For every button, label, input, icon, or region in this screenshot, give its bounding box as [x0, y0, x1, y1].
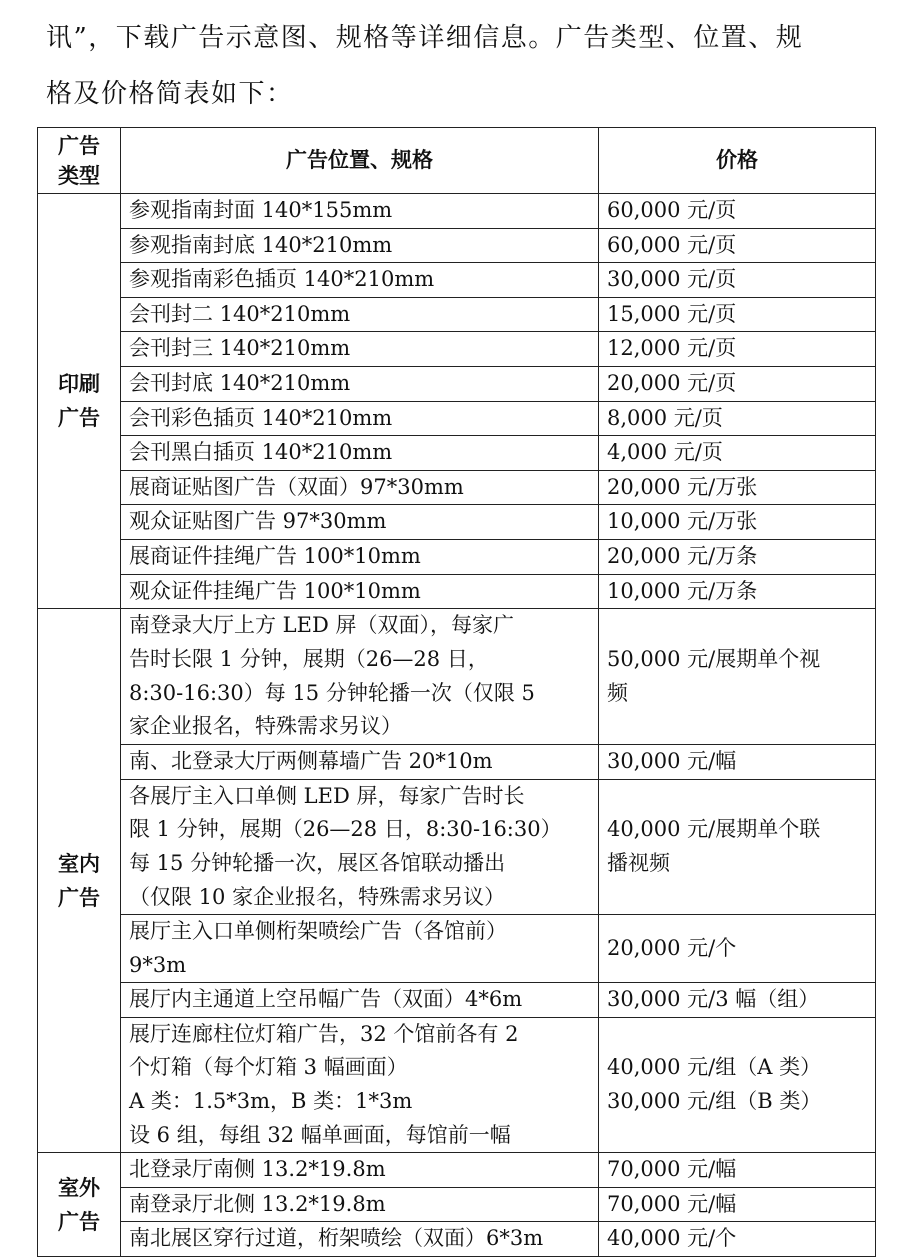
header-price: 价格	[599, 128, 876, 194]
price-text-line: 40,000 元/个	[607, 1226, 737, 1251]
table-row	[38, 401, 876, 436]
position-spec-cell	[121, 332, 599, 367]
position-spec-cell	[121, 915, 599, 983]
table-row	[38, 194, 876, 229]
spec-text-line: 展厅内主通道上空吊幅广告（双面）4*6m	[129, 987, 523, 1012]
price-text-line: 播视频	[607, 850, 670, 875]
spec-text-line: 南登录大厅上方 LED 屏（双面），每家广	[129, 613, 514, 638]
position-spec-cell	[121, 228, 599, 263]
spec-text-line: 展厅主入口单侧桁架喷绘广告（各馆前）	[129, 919, 507, 944]
spec-text-line: 参观指南封面 140*155mm	[129, 198, 393, 222]
price-cell	[599, 263, 876, 298]
spec-text-line: 家企业报名，特殊需求另议）	[129, 714, 402, 739]
table-row	[38, 1187, 876, 1222]
table-row	[38, 1222, 876, 1257]
ad-type-cell-outdoor	[38, 1153, 121, 1257]
spec-text-line: 展厅连廊柱位灯箱广告，32 个馆前各有 2	[129, 1021, 519, 1046]
price-cell	[599, 470, 876, 505]
position-spec-cell	[121, 983, 599, 1018]
table-row	[38, 779, 876, 914]
spec-text-line: 参观指南封底 140*210mm	[129, 232, 393, 257]
ad-type-label: 印刷	[58, 372, 100, 397]
price-text-line: 30,000 元/3 幅（组）	[607, 987, 820, 1012]
price-text-line: 15,000 元/页	[607, 301, 737, 326]
position-spec-cell	[121, 436, 599, 471]
price-cell	[599, 745, 876, 780]
spec-text-line: 限 1 分钟，展期（26—28 日，8:30-16:30）	[129, 817, 562, 842]
price-cell	[599, 366, 876, 401]
price-text-line: 30,000 元/组（B 类）	[607, 1089, 822, 1114]
ad-type-label: 室内	[58, 851, 100, 876]
table-header-row	[38, 128, 876, 194]
spec-text-line: 每 15 分钟轮播一次，展区各馆联动播出	[129, 850, 506, 875]
price-text-line: 20,000 元/个	[607, 935, 737, 960]
spec-text-line: 观众证贴图广告 97*30mm	[129, 509, 387, 534]
position-spec-cell	[121, 609, 599, 745]
position-spec-cell	[121, 297, 599, 332]
table-row	[38, 263, 876, 298]
price-text-line: 10,000 元/万张	[607, 509, 758, 534]
ad-type-label: 室外	[58, 1175, 100, 1200]
price-cell	[599, 1222, 876, 1257]
position-spec-cell	[121, 401, 599, 436]
header-position-spec: 广告位置、规格	[121, 128, 599, 194]
price-text-line: 30,000 元/幅	[607, 749, 737, 774]
spec-text-line: 会刊彩色插页 140*210mm	[129, 405, 393, 430]
table-row	[38, 470, 876, 505]
price-cell	[599, 194, 876, 229]
table-row	[38, 609, 876, 745]
table-row	[38, 366, 876, 401]
price-text-line: 30,000 元/页	[607, 267, 737, 292]
price-cell	[599, 539, 876, 574]
price-cell	[599, 1153, 876, 1188]
table-row	[38, 436, 876, 471]
table-row	[38, 983, 876, 1018]
position-spec-cell	[121, 1187, 599, 1222]
price-cell	[599, 779, 876, 914]
price-text-line: 20,000 元/页	[607, 370, 737, 395]
spec-text-line: 展商证件挂绳广告 100*10mm	[129, 543, 421, 568]
position-spec-cell	[121, 470, 599, 505]
ad-type-label: 广告	[58, 885, 100, 910]
price-text-line: 20,000 元/万张	[607, 474, 758, 499]
price-text-line: 50,000 元/展期单个视	[607, 647, 821, 672]
position-spec-cell	[121, 745, 599, 780]
price-text-line: 8,000 元/页	[607, 405, 723, 430]
position-spec-cell	[121, 574, 599, 609]
ad-type-cell-print	[38, 194, 121, 609]
table-row	[38, 745, 876, 780]
intro-paragraph	[46, 10, 876, 122]
ad-type-cell-indoor	[38, 609, 121, 1153]
spec-text-line: 告时长限 1 分钟，展期（26—28 日，	[129, 647, 489, 672]
spec-text-line: 参观指南彩色插页 140*210mm	[129, 267, 435, 292]
table-row	[38, 228, 876, 263]
position-spec-cell	[121, 194, 599, 229]
table-row	[38, 539, 876, 574]
price-cell	[599, 401, 876, 436]
spec-text-line: A 类：1.5*3m，B 类：1*3m	[129, 1089, 413, 1114]
table-row	[38, 574, 876, 609]
position-spec-cell	[121, 779, 599, 914]
price-cell	[599, 1187, 876, 1222]
price-text-line: 70,000 元/幅	[607, 1191, 737, 1216]
spec-text-line: 南登录厅北侧 13.2*19.8m	[129, 1191, 386, 1216]
spec-text-line: （仅限 10 家企业报名，特殊需求另议）	[129, 884, 506, 909]
table-row	[38, 1017, 876, 1152]
price-text-line: 40,000 元/展期单个联	[607, 817, 821, 842]
position-spec-cell	[121, 539, 599, 574]
price-text-line: 10,000 元/万条	[607, 578, 758, 603]
price-cell	[599, 436, 876, 471]
price-cell	[599, 297, 876, 332]
spec-text-line: 设 6 组，每组 32 幅单画面，每馆前一幅	[129, 1122, 511, 1147]
price-cell	[599, 332, 876, 367]
price-text-line: 60,000 元/页	[607, 198, 737, 222]
position-spec-cell	[121, 505, 599, 540]
spec-text-line: 北登录厅南侧 13.2*19.8m	[129, 1157, 386, 1182]
spec-text-line: 展商证贴图广告（双面）97*30mm	[129, 474, 464, 499]
price-cell	[599, 609, 876, 745]
price-text-line: 40,000 元/组（A 类）	[607, 1055, 822, 1080]
ad-price-table	[37, 127, 876, 1257]
position-spec-cell	[121, 366, 599, 401]
spec-text-line: 会刊封底 140*210mm	[129, 370, 351, 395]
table-row	[38, 297, 876, 332]
ad-type-label: 广告	[58, 406, 100, 431]
price-cell	[599, 228, 876, 263]
price-cell	[599, 505, 876, 540]
table-row	[38, 332, 876, 367]
table-row	[38, 915, 876, 983]
intro-line: 格及价格简表如下：	[46, 79, 294, 109]
spec-text-line: 8:30-16:30）每 15 分钟轮播一次（仅限 5	[129, 680, 535, 705]
spec-text-line: 各展厅主入口单侧 LED 屏，每家广告时长	[129, 783, 525, 808]
table-row	[38, 505, 876, 540]
price-cell	[599, 574, 876, 609]
price-text-line: 12,000 元/页	[607, 336, 737, 361]
position-spec-cell	[121, 263, 599, 298]
intro-line: 讯”，下载广告示意图、规格等详细信息。广告类型、位置、规	[46, 23, 804, 53]
price-text-line: 20,000 元/万条	[607, 543, 758, 568]
spec-text-line: 南北展区穿行过道，桁架喷绘（双面）6*3m	[129, 1226, 544, 1251]
spec-text-line: 9*3m	[129, 952, 187, 977]
spec-text-line: 观众证件挂绳广告 100*10mm	[129, 578, 421, 603]
spec-text-line: 南、北登录大厅两侧幕墙广告 20*10m	[129, 749, 493, 774]
position-spec-cell	[121, 1153, 599, 1188]
position-spec-cell	[121, 1222, 599, 1257]
spec-text-line: 会刊封三 140*210mm	[129, 336, 351, 361]
ad-type-label: 广告	[58, 1209, 100, 1234]
spec-text-line: 会刊封二 140*210mm	[129, 301, 351, 326]
header-ad-type: 广告 类型	[38, 128, 121, 194]
table-body	[38, 194, 876, 1257]
price-text-line: 60,000 元/页	[607, 232, 737, 257]
price-text-line: 频	[607, 680, 628, 705]
price-text-line: 4,000 元/页	[607, 440, 723, 465]
spec-text-line: 个灯箱（每个灯箱 3 幅画面）	[129, 1055, 408, 1080]
spec-text-line: 会刊黑白插页 140*210mm	[129, 440, 393, 465]
price-cell	[599, 983, 876, 1018]
position-spec-cell	[121, 1017, 599, 1152]
price-text-line: 70,000 元/幅	[607, 1157, 737, 1182]
table-row	[38, 1153, 876, 1188]
price-cell	[599, 1017, 876, 1152]
price-cell	[599, 915, 876, 983]
